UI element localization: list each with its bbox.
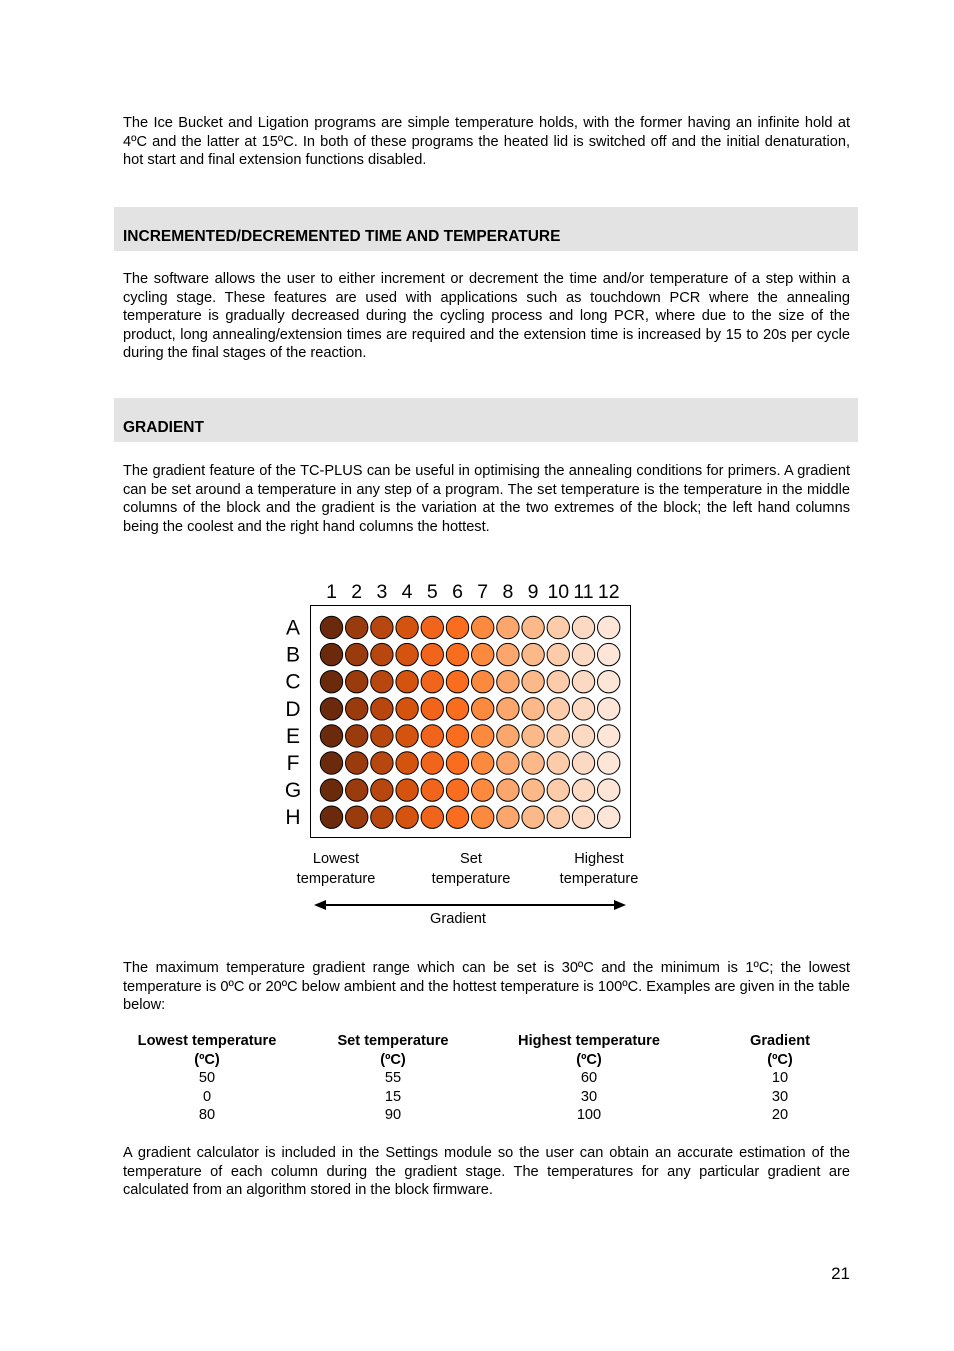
well-B8 [497,643,519,665]
well-C12 [598,671,620,693]
row-label-C: C [285,670,301,694]
row-label-F: F [286,752,300,775]
page-number: 21 [831,1264,850,1283]
row-label-E: E [285,724,301,748]
column-label-11: 11 [573,581,594,603]
well-D5 [421,698,443,720]
well-F5 [421,752,443,774]
highest-label-line2: temperature [559,871,639,887]
table-row [114,1088,868,1107]
section-heading-band-increment [114,207,858,251]
well-E3 [371,725,393,747]
column-label-2: 2 [351,581,363,603]
well-G5 [421,779,443,801]
well-C8 [497,671,519,693]
well-G12 [598,779,620,801]
well-C7 [472,671,494,693]
well-D4 [396,698,418,720]
table-cell: 80 [198,1107,216,1123]
gradient-paragraph-3: A gradient calculator is included in the Settings module so the user can obtain an accurate estimation of the temperature of each column during the gradient stage. The temperatures for any particular gradient are calculated from an algorithm stored in the block firmware. [123,1145,850,1199]
well-A3 [371,616,393,638]
well-B5 [421,643,443,665]
well-F10 [547,752,569,774]
table-cell: 50 [198,1070,216,1086]
well-D10 [547,698,569,720]
well-D2 [346,698,368,720]
well-F2 [346,752,368,774]
column-label-8: 8 [502,581,514,603]
table-cell: 30 [580,1088,598,1105]
well-D8 [497,698,519,720]
plate-gradient-figure [280,573,660,933]
well-G10 [547,779,569,801]
well-B11 [572,643,594,665]
well-D11 [572,698,594,720]
well-H7 [472,806,494,828]
well-E1 [320,725,342,747]
set-label-line1: Set [460,851,482,867]
table-row [114,1069,868,1088]
table-cell: 0 [202,1088,212,1105]
well-C6 [446,671,468,693]
section-heading-band-gradient [114,398,858,442]
well-C3 [371,671,393,693]
well-D6 [446,698,468,720]
table-cell: 10 [771,1070,789,1086]
well-F1 [320,752,342,774]
table-header-lowest: Lowest temperature (ºC) [137,1033,277,1068]
column-label-5: 5 [426,581,438,603]
set-label-line2: temperature [431,871,511,887]
section-heading-increment: INCREMENTED/DECREMENTED TIME AND TEMPERATURE [123,228,561,245]
well-B7 [472,643,494,665]
well-F6 [446,752,468,774]
well-H12 [598,806,620,828]
well-F9 [522,752,544,774]
well-F7 [472,752,494,774]
table-cell: 100 [576,1107,602,1123]
gradient-paragraph-2: The maximum temperature gradient range which can be set is 30ºC and the minimum is 1ºC; the lowest temperature is 0ºC or 20ºC below ambient and the hottest temperature is 100ºC. Examples are given in the table below: [123,960,850,1014]
well-D9 [522,698,544,720]
well-C11 [572,671,594,693]
well-B1 [320,643,342,665]
well-G2 [346,779,368,801]
well-A11 [572,616,594,638]
well-A6 [446,616,468,638]
well-E2 [346,725,368,747]
well-C9 [522,671,544,693]
row-label-H: H [285,806,301,830]
well-G11 [572,779,594,801]
well-A8 [497,616,519,638]
column-label-7: 7 [477,581,489,603]
column-label-12: 12 [597,581,620,603]
row-label-A: A [285,616,301,640]
row-label-D: D [285,697,301,721]
well-A10 [547,616,569,638]
well-B2 [346,643,368,665]
gradient-examples-table [114,1032,868,1125]
well-G4 [396,779,418,801]
well-B12 [598,643,620,665]
well-E6 [446,725,468,747]
table-cell: 90 [384,1107,402,1123]
increment-paragraph: The software allows the user to either increment or decrement the time and/or temperature of a step within a cycling stage. These features are used with applications such as touchdown PCR where the annealing temperature is gradually decreased during the cycling process and long PCR, where due to the size of the product, long annealing/extension times are required and the extension time is increased by 15 to 20s per cycle during the final stages of the reaction. [123,271,850,362]
well-A5 [421,616,443,638]
well-D1 [320,698,342,720]
well-H1 [320,806,342,828]
well-C5 [421,671,443,693]
well-H6 [446,806,468,828]
gradient-arrow [314,900,626,910]
well-E7 [472,725,494,747]
table-cell: 20 [771,1107,789,1123]
table-cell: 15 [384,1088,402,1105]
table-header-gradient: Gradient (ºC) [749,1033,810,1068]
well-E5 [421,725,443,747]
well-D3 [371,698,393,720]
well-C2 [346,671,368,693]
well-H4 [396,806,418,828]
well-E9 [522,725,544,747]
well-B4 [396,643,418,665]
table-cell: 55 [384,1070,402,1086]
well-F12 [598,752,620,774]
well-H8 [497,806,519,828]
lowest-label-line2: temperature [296,871,376,887]
well-H5 [421,806,443,828]
well-A7 [472,616,494,638]
well-C10 [547,671,569,693]
well-E8 [497,725,519,747]
well-H10 [547,806,569,828]
well-H2 [346,806,368,828]
well-D12 [598,698,620,720]
table-cell: 30 [771,1088,789,1105]
well-A1 [320,616,342,638]
row-label-B: B [285,643,301,667]
column-label-3: 3 [376,581,388,603]
table-row [114,1106,868,1125]
well-E4 [396,725,418,747]
well-H3 [371,806,393,828]
lowest-label-line1: Lowest [312,851,360,867]
gradient-arrow-label: Gradient [430,911,486,927]
well-G6 [446,779,468,801]
column-label-10: 10 [547,581,570,603]
column-label-4: 4 [401,581,413,603]
well-A2 [346,616,368,638]
well-E10 [547,725,569,747]
well-B9 [522,643,544,665]
well-F11 [572,752,594,774]
section-heading-gradient: GRADIENT [123,419,204,436]
well-D7 [472,698,494,720]
well-C4 [396,671,418,693]
well-A12 [598,616,620,638]
well-H9 [522,806,544,828]
well-G8 [497,779,519,801]
well-C1 [320,671,342,693]
well-G9 [522,779,544,801]
table-header-row [114,1032,868,1069]
table-cell: 60 [580,1070,598,1086]
table-header-set: Set temperature (ºC) [337,1033,449,1068]
well-E12 [598,725,620,747]
well-A4 [396,616,418,638]
row-label-G: G [284,779,302,803]
well-G3 [371,779,393,801]
well-G1 [320,779,342,801]
well-A9 [522,616,544,638]
well-G7 [472,779,494,801]
well-B6 [446,643,468,665]
table-header-highest: Highest temperature (ºC) [518,1033,660,1068]
well-E11 [572,725,594,747]
intro-paragraph: The Ice Bucket and Ligation programs are simple temperature holds, with the former having an infinite hold at 4ºC and the latter at 15ºC. In both of these programs the heated lid is switched off and the initial denaturation, hot start and final extension functions disabled. [123,115,850,169]
gradient-paragraph-1: The gradient feature of the TC-PLUS can be useful in optimising the annealing conditions for primers. A gradient can be set around a temperature in any step of a program. The set temperature is the temperature in the middle columns of the block and the gradient is the variation at the two extremes of the block; the left hand columns being the coolest and the right hand columns the hottest. [123,463,850,535]
column-label-6: 6 [452,581,463,603]
well-B3 [371,643,393,665]
well-F4 [396,752,418,774]
highest-label-line1: Highest [574,851,624,867]
well-H11 [572,806,594,828]
well-B10 [547,643,569,665]
plate-frame [311,606,631,838]
column-label-1: 1 [326,581,337,603]
well-F3 [371,752,393,774]
column-label-9: 9 [527,581,539,603]
well-F8 [497,752,519,774]
